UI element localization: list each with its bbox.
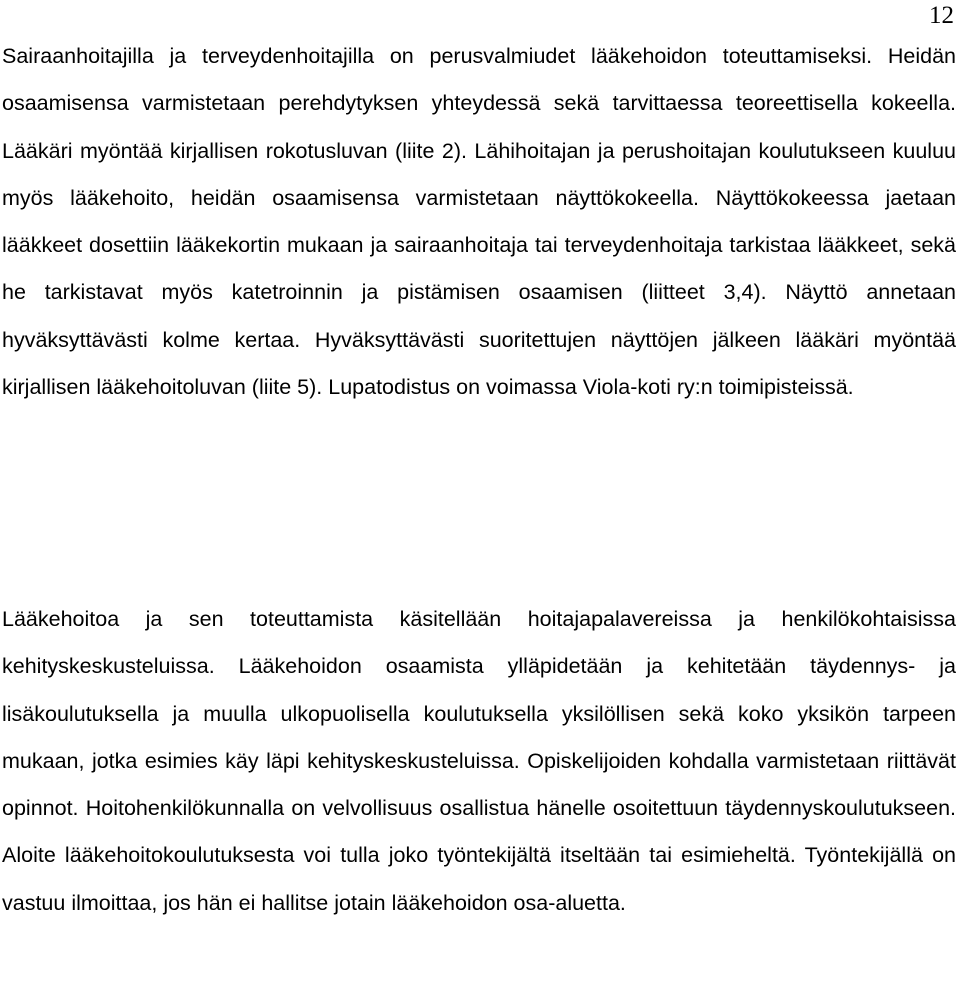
page-number: 12	[929, 2, 954, 29]
paragraph-continuing-education: Lääkehoitoa ja sen toteuttamista käsitellään hoitajapalavereissa ja henkilökohtaisissa kehityskeskusteluissa. Lääkehoidon osaamista ylläpidetään ja kehitetään täydennys- ja lisäkoulutuksella ja muulla ulkopuolisella koulutuksella yksilöllisen sekä koko yksikön tarpeen mukaan, jotka esimies käy läpi kehityskeskusteluissa. Opiskelijoiden kohdalla varmistetaan riittävät opinnot. Hoitohenkilökunnalla on velvollisuus osallistua hänelle osoitettuun täydennyskoulutukseen. Aloite lääkehoitokoulutuksesta voi tulla joko työntekijältä itseltään tai esimieheltä. Työntekijällä on vastuu ilmoittaa, jos hän ei hallitse jotain lääkehoidon osa-aluetta.	[2, 607, 956, 915]
paragraph-staff-competence: Sairaanhoitajilla ja terveydenhoitajilla on perusvalmiudet lääkehoidon toteuttamiseksi. Heidän osaamisensa varmistetaan perehdytyksen yhteydessä sekä tarvittaessa teoreettisella kokeella. Lääkäri myöntää kirjallisen rokotusluvan (liite 2). Lähihoitajan ja perushoitajan koulutukseen kuuluu myös lääkehoito, heidän osaamisensa varmistetaan näyttökokeella. Näyttökokeessa jaetaan lääkkeet dosettiin lääkekortin mukaan ja sairaanhoitaja tai terveydenhoitaja tarkistaa lääkkeet, sekä he tarkistavat myös katetroinnin ja pistämisen osaamisen (liitteet 3,4). Näyttö annetaan hyväksyttävästi kolme kertaa. Hyväksyttävästi suoritettujen näyttöjen jälkeen lääkäri myöntää kirjallisen lääkehoitoluvan (liite 5). Lupatodistus on voimassa Viola-koti ry:n toimipisteissä.	[2, 44, 956, 400]
